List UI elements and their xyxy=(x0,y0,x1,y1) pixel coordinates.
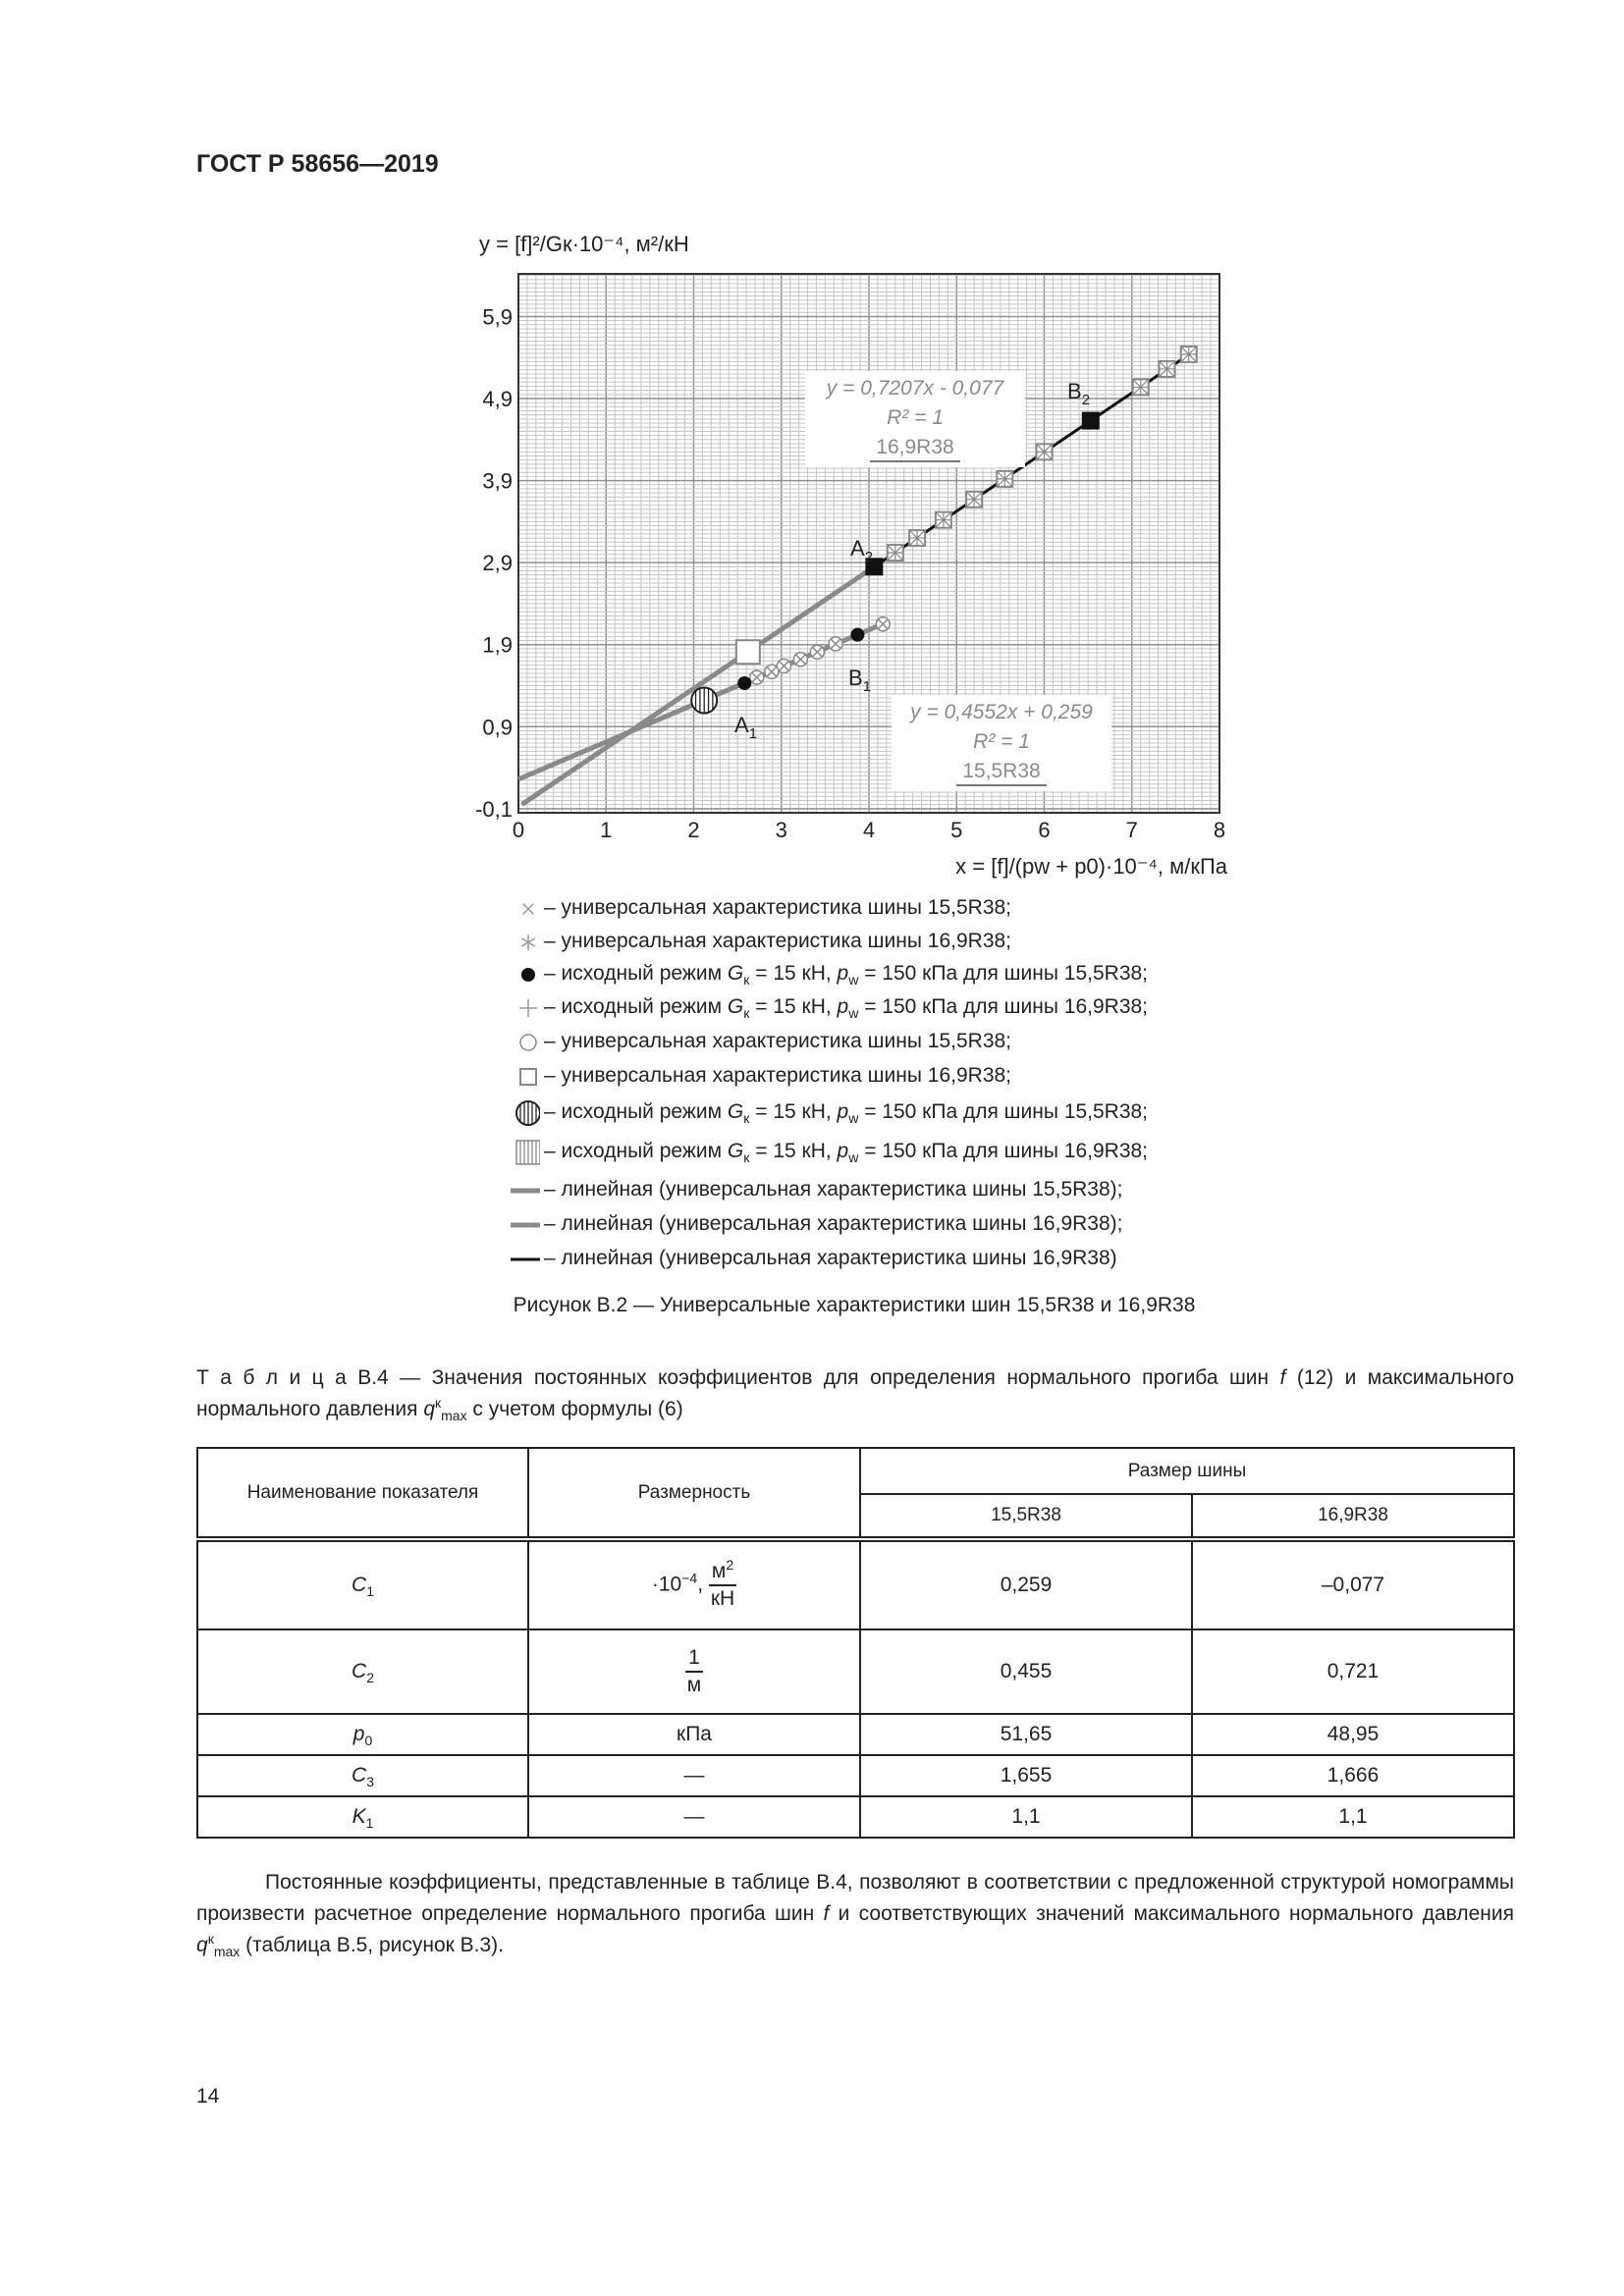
legend-item: – универсальная характеристика шины 15,5R38; xyxy=(491,1027,1011,1056)
x-tick-label: 4 xyxy=(862,818,876,842)
annotation-text: 16,9R38 xyxy=(876,436,954,458)
header-unit: Размерность xyxy=(528,1448,860,1539)
legend-item: – линейная (универсальная характеристика шины 16,9R38); xyxy=(491,1209,1122,1239)
legend-item: – исходный режим $G_к = 15$ кН, $p_w = 150$ кПа для шины 16,9R38; xyxy=(491,992,1148,1022)
y-tick-label: -0,1 xyxy=(475,796,513,822)
y-tick-label: 1,9 xyxy=(482,632,513,658)
annotation-text: R² = 1 xyxy=(887,406,944,429)
y-tick-label: 3,9 xyxy=(482,468,513,494)
square-x-marker xyxy=(1037,444,1053,459)
coefficients-table xyxy=(196,1447,1515,1839)
annotation-text: y = 0,4552x + 0,259 xyxy=(910,701,1093,723)
square-x-marker xyxy=(1133,379,1149,395)
legend-item: – исходный режим $G_к = 15$ кН, $p_w = 150$ кПа для шины 15,5R38; xyxy=(491,1097,1148,1127)
document-header: ГОСТ Р 58656—2019 xyxy=(196,150,439,178)
point-label-b2: $B_2$ xyxy=(1067,379,1091,408)
legend-item: – универсальная характеристика шины 15,5R38; xyxy=(491,893,1011,923)
y-tick-label: 0,9 xyxy=(482,715,513,740)
header-size: Размер шины xyxy=(860,1448,1514,1494)
circle-x-marker xyxy=(829,637,842,651)
plus-marker xyxy=(519,999,537,1017)
hatched-square-marker xyxy=(516,1141,540,1164)
y-tick-label: 4,9 xyxy=(482,387,513,412)
square-x-marker xyxy=(1159,361,1174,377)
legend-item: – линейная (универсальная характеристика шины 15,5R38); xyxy=(491,1175,1122,1204)
hatched-circle-marker xyxy=(516,1101,540,1125)
black-line-icon xyxy=(491,1244,540,1273)
x-tick-label: 6 xyxy=(1038,818,1051,842)
annotation-text: y = 0,7207x - 0,077 xyxy=(826,377,1004,400)
table-row: $C_2$ $\frac{1}{м}$ 0,455 0,721 xyxy=(197,1629,1514,1714)
x-tick-label: 8 xyxy=(1213,818,1226,842)
gray-line-icon xyxy=(491,1175,540,1204)
filled-circle-marker xyxy=(850,628,864,642)
body-paragraph: Постоянные коэффициенты, представленные в таблице В.4, позволяют в соответствии с предложенной структурой номограммы произвести расчетное определение нормального прогиба шин f и соответствующих значений максимального нормального давления $q^к_{max}$ (таблица В.5, рисунок В.3). xyxy=(196,1871,1514,1960)
legend-item: – линейная (универсальная характеристика шины 16,9R38) xyxy=(491,1244,1117,1273)
legend-item: – исходный режим $G_к = 15$ кН, $p_w = 150$ кПа для шины 15,5R38; xyxy=(491,959,1148,988)
square-x-marker xyxy=(909,530,925,546)
filled-circle-marker xyxy=(737,676,751,690)
table-row: $C_3$ — 1,655 1,666 xyxy=(197,1755,1514,1796)
x-tick-label: 7 xyxy=(1125,818,1138,842)
x-axis-label: x = [f]/(pw + p0)·10⁻⁴, м/кПа xyxy=(955,854,1227,879)
square-x-marker xyxy=(966,492,982,507)
x-tick-label: 5 xyxy=(950,818,963,842)
legend-item: – универсальная характеристика шины 16,9R38; xyxy=(491,1061,1011,1091)
legend-item: – исходный режим $G_к = 15$ кН, $p_w = 150$ кПа для шины 16,9R38; xyxy=(491,1137,1148,1166)
point-label-b1: $B_1$ xyxy=(848,666,872,695)
header-tire-1: 15,5R38 xyxy=(860,1494,1192,1539)
hatched-circle-icon xyxy=(491,1097,540,1127)
filled-circle-marker xyxy=(521,968,535,982)
circle-x-marker xyxy=(876,617,890,631)
filled-circle-icon xyxy=(491,959,540,988)
header-tire-2: 16,9R38 xyxy=(1192,1494,1514,1539)
open-circle-marker xyxy=(520,1035,536,1050)
point-label-a1: $A_1$ xyxy=(734,713,758,742)
hatched-square-icon xyxy=(491,1137,540,1166)
y-tick-label: 2,9 xyxy=(482,551,513,576)
chart xyxy=(0,0,1624,893)
x-tick-label: 0 xyxy=(512,818,525,842)
annotation-text: 15,5R38 xyxy=(962,760,1041,782)
square-x-marker xyxy=(997,471,1012,487)
circle-x-marker xyxy=(810,645,824,659)
circle-x-marker xyxy=(777,659,790,672)
page-number: 14 xyxy=(196,2085,220,2108)
hatched-circle-marker xyxy=(691,688,717,714)
open-square-marker xyxy=(520,1069,536,1085)
square-x-marker xyxy=(888,545,903,561)
square-x-marker xyxy=(1181,347,1197,362)
header-name: Наименование показателя xyxy=(197,1448,528,1539)
x-tick-label: 1 xyxy=(600,818,613,842)
gray-line-icon xyxy=(491,1209,540,1239)
x-mark-icon xyxy=(491,893,540,923)
open-square-marker xyxy=(736,640,760,664)
y-axis-label: y = [f]²/Gк·10⁻⁴, м²/кН xyxy=(479,232,689,256)
table-caption: Т а б л и ц а В.4 — Значения постоянных коэффициентов для определения нормального прогиба шин f (12) и максимального нормального давления $q^к_{max}$ с учетом формулы (6) xyxy=(196,1366,1514,1424)
table-row: $p_0$ кПа 51,65 48,95 xyxy=(197,1714,1514,1755)
y-tick-label: 5,9 xyxy=(482,304,513,330)
open-square-icon xyxy=(491,1061,540,1091)
filled-square-marker xyxy=(1082,412,1100,430)
plus-icon xyxy=(491,992,540,1022)
circle-x-marker xyxy=(793,653,807,667)
open-circle-icon xyxy=(491,1027,540,1056)
circle-x-marker xyxy=(750,670,764,684)
square-x-marker xyxy=(936,512,951,528)
x-tick-label: 2 xyxy=(687,818,700,842)
asterisk-icon xyxy=(491,927,540,956)
table-row: $K_1$ — 1,1 1,1 xyxy=(197,1796,1514,1838)
x-mark-marker xyxy=(523,903,534,914)
table-row: $C_1$ $\cdot 10^{-4}$, $\frac{м^2}{кН}$ 0,259 –0,077 xyxy=(197,1539,1514,1629)
legend-item: – универсальная характеристика шины 16,9R38; xyxy=(491,927,1011,956)
annotation-text: R² = 1 xyxy=(973,730,1030,753)
x-tick-label: 3 xyxy=(775,818,787,842)
point-label-a2: $A_2$ xyxy=(850,536,874,565)
figure-caption: Рисунок В.2 — Универсальные характеристики шин 15,5R38 и 16,9R38 xyxy=(513,1294,1196,1316)
asterisk-marker xyxy=(521,934,535,950)
